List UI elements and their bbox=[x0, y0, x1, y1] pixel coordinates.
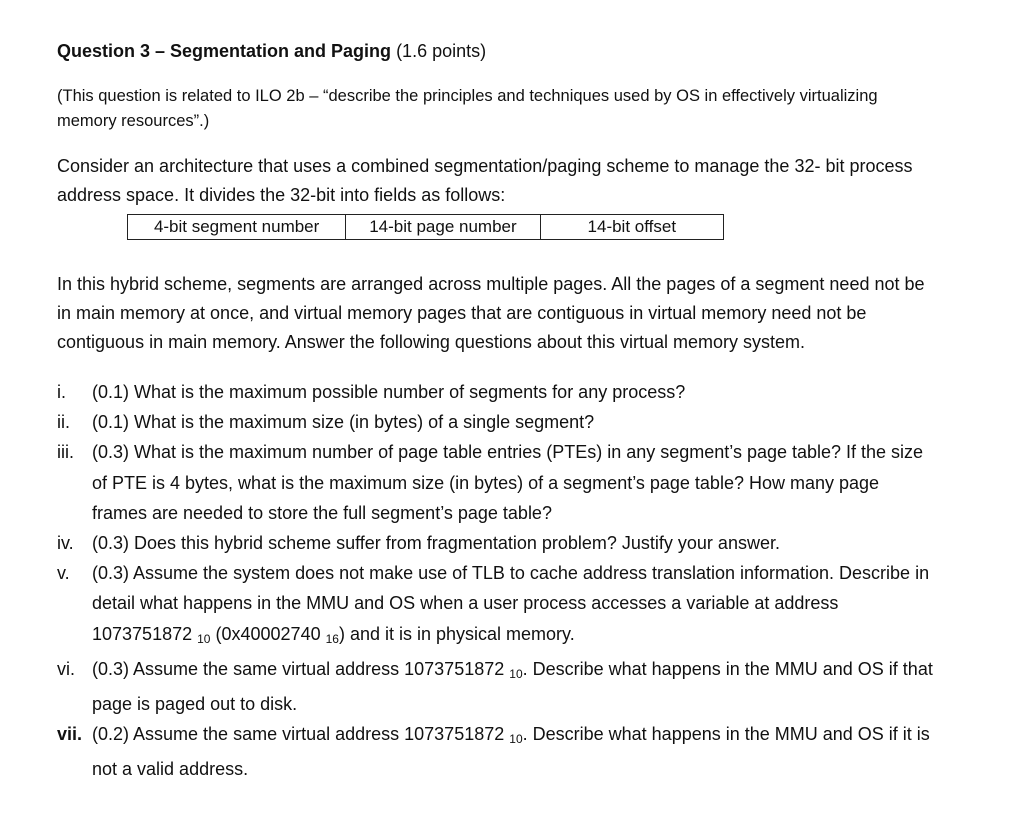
question-text-part: . Describe what happens in the MMU and OS if that page is paged out to disk. bbox=[92, 658, 933, 715]
hybrid-description: In this hybrid scheme, segments are arranged across multiple pages. All the pages of a segment need not be in main memory at once, and virtual memory pages that are contiguous in virtual memory need not be contiguous in main memory. Answer the following questions about this virtual memory system. bbox=[57, 274, 925, 352]
segment-number-field: 4-bit segment number bbox=[153, 217, 320, 236]
base-subscript: 10 bbox=[197, 631, 211, 646]
ilo-note: (This question is related to ILO 2b – “describe the principles and techniques used by OS in effectively virtualizing memory resources”.) bbox=[57, 87, 878, 130]
question-text: (0.3) What is the maximum number of page table entries (PTEs) in any segment’s page table? If the size of PTE is 4 bytes, what is the maximum size (in bytes) of a segment’s page table? How many page frames are needed to store the full segment’s page table? bbox=[92, 442, 924, 523]
question-item-iv bbox=[57, 528, 937, 558]
question-number: vii. bbox=[57, 724, 83, 745]
question-number: i. bbox=[57, 382, 66, 402]
question-text: (0.1) What is the maximum possible number of segments for any process? bbox=[92, 382, 686, 402]
question-text: (0.3) Does this hybrid scheme suffer from fragmentation problem? Justify your answer. bbox=[92, 533, 780, 554]
question-number: iii. bbox=[57, 442, 74, 463]
question-item-i bbox=[57, 377, 937, 407]
question-text bbox=[92, 558, 937, 654]
question-text-part: (0.3) Assume the same virtual address 1073751872 bbox=[92, 658, 505, 679]
question-text-part: . Describe what happens in the MMU and OS if it is not a valid address. bbox=[92, 724, 930, 780]
base-subscript: 16 bbox=[325, 631, 339, 646]
address-field-table bbox=[127, 214, 724, 240]
question-title bbox=[57, 38, 957, 64]
question-item-vii bbox=[57, 719, 937, 784]
question-points: (1.6 points) bbox=[396, 41, 487, 61]
question-text-part: (0.3) Assume the system does not make use of TLB to cache address translation information. Describe in detail what happens in the MMU and OS when a user process accesses a variable at address 1073751872 bbox=[92, 563, 930, 644]
question-text: (0.1) What is the maximum size (in bytes) of a single segment? bbox=[92, 412, 595, 433]
page-number-field: 14-bit page number bbox=[345, 215, 539, 239]
question-title-label: Question 3 – Segmentation and Paging bbox=[57, 41, 392, 61]
intro-paragraph: Consider an architecture that uses a combined segmentation/paging scheme to manage the 32- bit process address space. It divides the 32-bit into fields as follows: bbox=[57, 156, 913, 205]
question-number: v. bbox=[57, 563, 70, 584]
question-text-part: (0.2) Assume the same virtual address 1073751872 bbox=[92, 724, 505, 745]
base-subscript: 10 bbox=[509, 666, 523, 681]
question-number: ii. bbox=[57, 412, 70, 433]
question-item-v bbox=[57, 558, 937, 654]
question-item-ii bbox=[57, 407, 937, 437]
question-number: iv. bbox=[57, 533, 74, 554]
question-text bbox=[92, 719, 937, 784]
question-item-vi bbox=[57, 654, 937, 719]
question-text-part: ) and it is in physical memory. bbox=[338, 623, 575, 644]
question-text-part: (0x40002740 bbox=[215, 623, 321, 644]
question-list bbox=[57, 377, 937, 785]
question-number: vi. bbox=[57, 658, 75, 679]
question-text bbox=[92, 654, 937, 719]
base-subscript: 10 bbox=[509, 732, 523, 747]
offset-field: 14-bit offset bbox=[540, 215, 723, 239]
question-document bbox=[57, 38, 957, 785]
question-item-iii bbox=[57, 437, 937, 528]
